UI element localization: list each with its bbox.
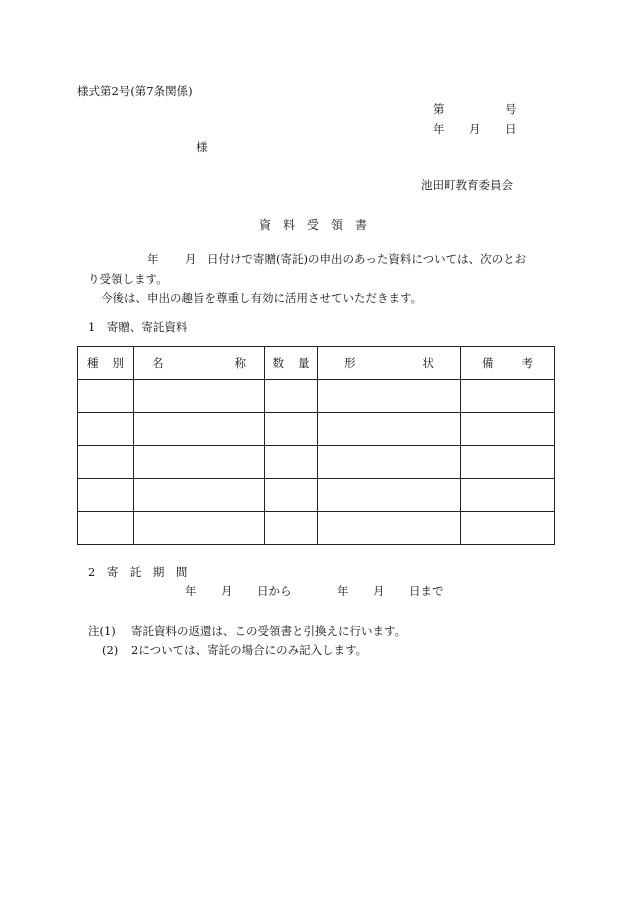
cell-shape[interactable] [318, 479, 461, 512]
body-line1-year: 年 [147, 252, 159, 266]
cell-type[interactable] [78, 479, 134, 512]
table-header-row [78, 347, 555, 380]
note2-label: (2) [102, 643, 119, 657]
header-name: 名 称 [134, 347, 265, 380]
cell-remarks[interactable] [461, 413, 555, 446]
cell-name[interactable] [134, 479, 265, 512]
date-year: 年 [433, 122, 445, 136]
cell-name[interactable] [134, 413, 265, 446]
table-row [78, 512, 555, 545]
doc-number-dai: 第 [433, 102, 445, 116]
cell-remarks[interactable] [461, 479, 555, 512]
doc-number-go: 号 [505, 102, 517, 116]
cell-type[interactable] [78, 512, 134, 545]
table-row [78, 413, 555, 446]
note2-text: 2については、寄託の場合にのみ記入します。 [131, 643, 368, 657]
date-month: 月 [469, 122, 481, 136]
cell-name[interactable] [134, 446, 265, 479]
period-month-to: 月 [373, 584, 385, 598]
header-type: 種 別 [78, 347, 134, 380]
period-day-from: 日から [257, 584, 292, 598]
items-table [77, 346, 555, 545]
section2-title: 2 寄 託 期 間 [88, 565, 188, 579]
cell-quantity[interactable] [265, 512, 318, 545]
cell-quantity[interactable] [265, 413, 318, 446]
addressee-honorific: 様 [196, 140, 208, 154]
body-line2: り受領します。 [88, 272, 168, 286]
cell-shape[interactable] [318, 380, 461, 413]
cell-quantity[interactable] [265, 446, 318, 479]
header-shape: 形 状 [318, 347, 461, 380]
period-year-to: 年 [337, 584, 349, 598]
table-row [78, 380, 555, 413]
cell-shape[interactable] [318, 413, 461, 446]
page-title: 資 料 受 領 書 [259, 218, 368, 232]
table-row [78, 479, 555, 512]
period-year-from: 年 [185, 584, 197, 598]
body-line3: 今後は、申出の趣旨を尊重し有効に活用させていただきます。 [101, 291, 423, 305]
period-month-from: 月 [221, 584, 233, 598]
cell-quantity[interactable] [265, 479, 318, 512]
cell-type[interactable] [78, 413, 134, 446]
section1-title: 1 寄贈、寄託資料 [88, 320, 188, 334]
cell-remarks[interactable] [461, 446, 555, 479]
period-day-to: 日まで [409, 584, 444, 598]
table-row [78, 446, 555, 479]
cell-remarks[interactable] [461, 512, 555, 545]
date-day: 日 [505, 122, 517, 136]
cell-name[interactable] [134, 380, 265, 413]
body-line1-rest: 日付けで寄贈(寄託)の申出のあった資料については、次のとお [207, 252, 527, 266]
cell-name[interactable] [134, 512, 265, 545]
issuer: 池田町教育委員会 [421, 178, 513, 192]
cell-type[interactable] [78, 446, 134, 479]
cell-shape[interactable] [318, 446, 461, 479]
cell-quantity[interactable] [265, 380, 318, 413]
body-line1-month: 月 [185, 252, 197, 266]
header-quantity: 数 量 [265, 347, 318, 380]
cell-remarks[interactable] [461, 380, 555, 413]
cell-shape[interactable] [318, 512, 461, 545]
note1-text: 寄託資料の返還は、この受領書と引換えに行います。 [131, 624, 407, 638]
header-remarks: 備 考 [461, 347, 555, 380]
note1-label: 注(1) [88, 624, 116, 638]
cell-type[interactable] [78, 380, 134, 413]
form-label: 様式第2号(第7条関係) [77, 84, 193, 98]
